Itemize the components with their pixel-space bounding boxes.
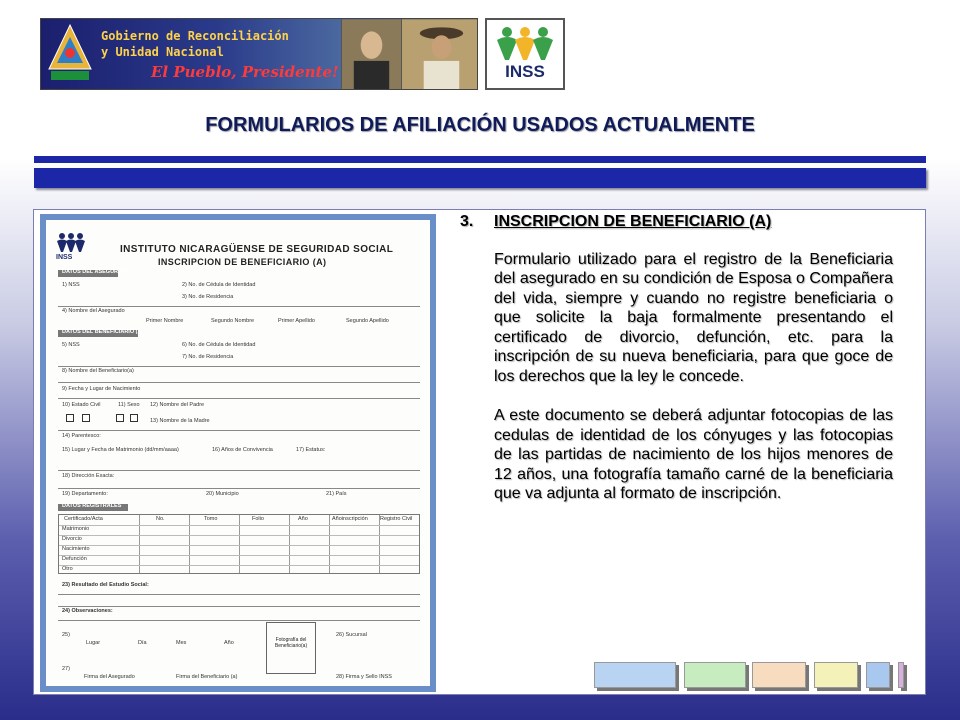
form-section-registrales: DATOS REGISTRALES [62,503,122,509]
form-row-label: Nacimiento [62,546,90,552]
form-label-nss: 1) NSS [62,282,80,288]
form-label-municipio: 20) Municipio [206,491,239,497]
form-section-beneficiario: DATOS DEL BENEFICIARIO (A) [62,329,144,335]
form-registry-table [58,514,420,574]
form-inss-logo-icon [56,232,86,254]
form-label-tomo: Tomo [204,516,218,522]
form-checkbox [82,414,90,422]
inss-logo [485,18,565,90]
form-label-resultado: 23) Resultado del Estudio Social: [62,582,149,588]
portrait-image-1 [341,19,401,90]
government-name-line1: Gobierno de Reconciliación [101,29,289,43]
section-heading [460,212,893,232]
form-line [58,488,420,489]
inss-logo-text: INSS [505,62,545,81]
form-label-estado-civil: 10) Estado Civil [62,402,101,408]
form-label-25: 25) [62,632,70,638]
form-checkbox [130,414,138,422]
form-label-nombre-beneficiario: 8) Nombre del Beneficiario(a) [62,368,134,374]
form-label-convivencia: 16) Años de Convivencia [212,447,273,453]
form-label-cedula: 2) No. de Cédula de Identidad [182,282,256,288]
form-label-primer-nombre: Primer Nombre [146,318,184,324]
title-rule-thin [34,156,926,163]
form-line [58,606,420,607]
form-label-direccion: 18) Dirección Exacta: [62,473,115,479]
form-label-segundo-apellido: Segundo Apellido [346,318,389,324]
decorative-block-yellow [814,662,858,688]
portrait-image-2 [401,19,478,90]
decorative-block-blue [594,662,676,688]
form-label-parentesco: 14) Parentesco: [62,433,101,439]
decorative-block-green [684,662,746,688]
form-section-asegurado: DATOS DEL ASEGURADO [62,269,131,275]
form-label-mes: Mes [176,640,187,646]
form-row-label: Matrimonio [62,526,90,532]
form-label-madre: 13) Nombre de la Madre [150,418,210,424]
form-line [58,398,420,399]
form-label-firma-sello: 28) Firma y Sello INSS [336,674,392,680]
decorative-block-peach [752,662,806,688]
section-heading-text: INSCRIPCION DE BENEFICIARIO (A) [494,213,772,230]
form-row-label: Divorcio [62,536,82,542]
government-slogan: El Pueblo, Presidente! [151,63,339,81]
government-name-line2: y Unidad Nacional [101,45,224,59]
form-label-anio: Año [298,516,308,522]
form-label-anio-inscripcion: Añoinscripción [332,516,368,522]
government-logo-banner [40,18,478,90]
title-rule-thick [34,168,926,188]
form-label-departamento: 19) Departamento: [62,491,108,497]
form-label-sexo: 11) Sexo [118,402,140,408]
form-photo-box: Fotografía del Beneficiario(a) [266,622,316,674]
form-line [58,382,420,383]
form-label-lugar: Lugar [86,640,101,646]
form-label-padre: 12) Nombre del Padre [150,402,205,408]
section-text [460,210,893,504]
form-label-residencia: 3) No. de Residencia [182,294,234,300]
form-sheet [46,220,430,686]
form-line [58,470,420,471]
form-label-no: No. [156,516,165,522]
form-checkbox [116,414,124,422]
section-paragraph-2: A este documento se deberá adjuntar fotocopias de las cedulas de identidad de los cónyuges y las fotocopias de las partidas de nacimiento de los hijos menores de 12 años, una fotografía tamaño carné de la beneficiaria que va adjunta al formato de inscripción. [494,407,893,503]
form-label-cedula6: 6) No. de Cédula de Identidad [182,342,256,348]
form-label-27: 27) [62,666,70,672]
form-label-pais: 21) País [326,491,347,497]
form-label-folio: Folio [252,516,264,522]
form-label-firma-asegurado: Firma del Asegurado [84,674,135,680]
form-label-sucursal: 26) Sucursal [336,632,367,638]
form-label-residencia7: 7) No. de Residencia [182,354,234,360]
form-label-dia: Día [138,640,147,646]
decorative-block-lightblue [866,662,890,688]
form-row-label: Otro [62,566,73,572]
decorative-block-lilac [898,662,904,688]
form-checkbox [66,414,74,422]
form-label-fecha-nac: 9) Fecha y Lugar de Nacimiento [62,386,141,392]
form-header-institute: INSTITUTO NICARAGÜENSE DE SEGURIDAD SOCIAL [120,244,394,255]
form-line [58,430,420,431]
form-label-segundo-nombre: Segundo Nombre [211,318,255,324]
form-label-registro-civil: Registro Civil [380,516,413,522]
inss-figures-icon [495,26,555,60]
nicaragua-emblem-icon [47,23,93,83]
form-label-anio2: Año [224,640,234,646]
form-line [58,594,420,595]
form-line [58,620,420,621]
form-label-matrimonio: 15) Lugar y Fecha de Matrimonio (dd/mm/aaaa) [62,447,179,453]
form-label-firma-beneficiario: Firma del Beneficiario (a) [176,674,238,680]
form-label-cert: Certificado/Acta [64,516,103,522]
section-paragraph-1: Formulario utilizado para el registro de la Beneficiaria del asegurado en su condición de Esposa o Compañera del vida, siempre y cuando no registre beneficiaria o que solicite la baja formalmente presentando el certificado de divorcio, defunción, etc. para la inscripción de su nueva beneficiaria, para que goce de los derechos que la ley le concede. [494,250,893,385]
page-title: FORMULARIOS DE AFILIACIÓN USADOS ACTUALMENTE [205,114,755,136]
form-label-primer-apellido: Primer Apellido [278,318,315,324]
form-line [58,306,420,307]
form-line [58,366,420,367]
section-number: 3. [460,213,474,230]
form-row-label: Defunción [62,556,87,562]
form-logo-text: INSS [56,254,73,261]
form-label-nombre-asegurado: 4) Nombre del Asegurado [62,308,125,314]
form-label-observaciones: 24) Observaciones: [62,608,113,614]
form-label-estatus: 17) Estatus: [296,447,326,453]
form-header-title: INSCRIPCION DE BENEFICIARIO (A) [158,257,327,267]
form-label-nss5: 5) NSS [62,342,80,348]
form-scan-image [40,214,436,692]
